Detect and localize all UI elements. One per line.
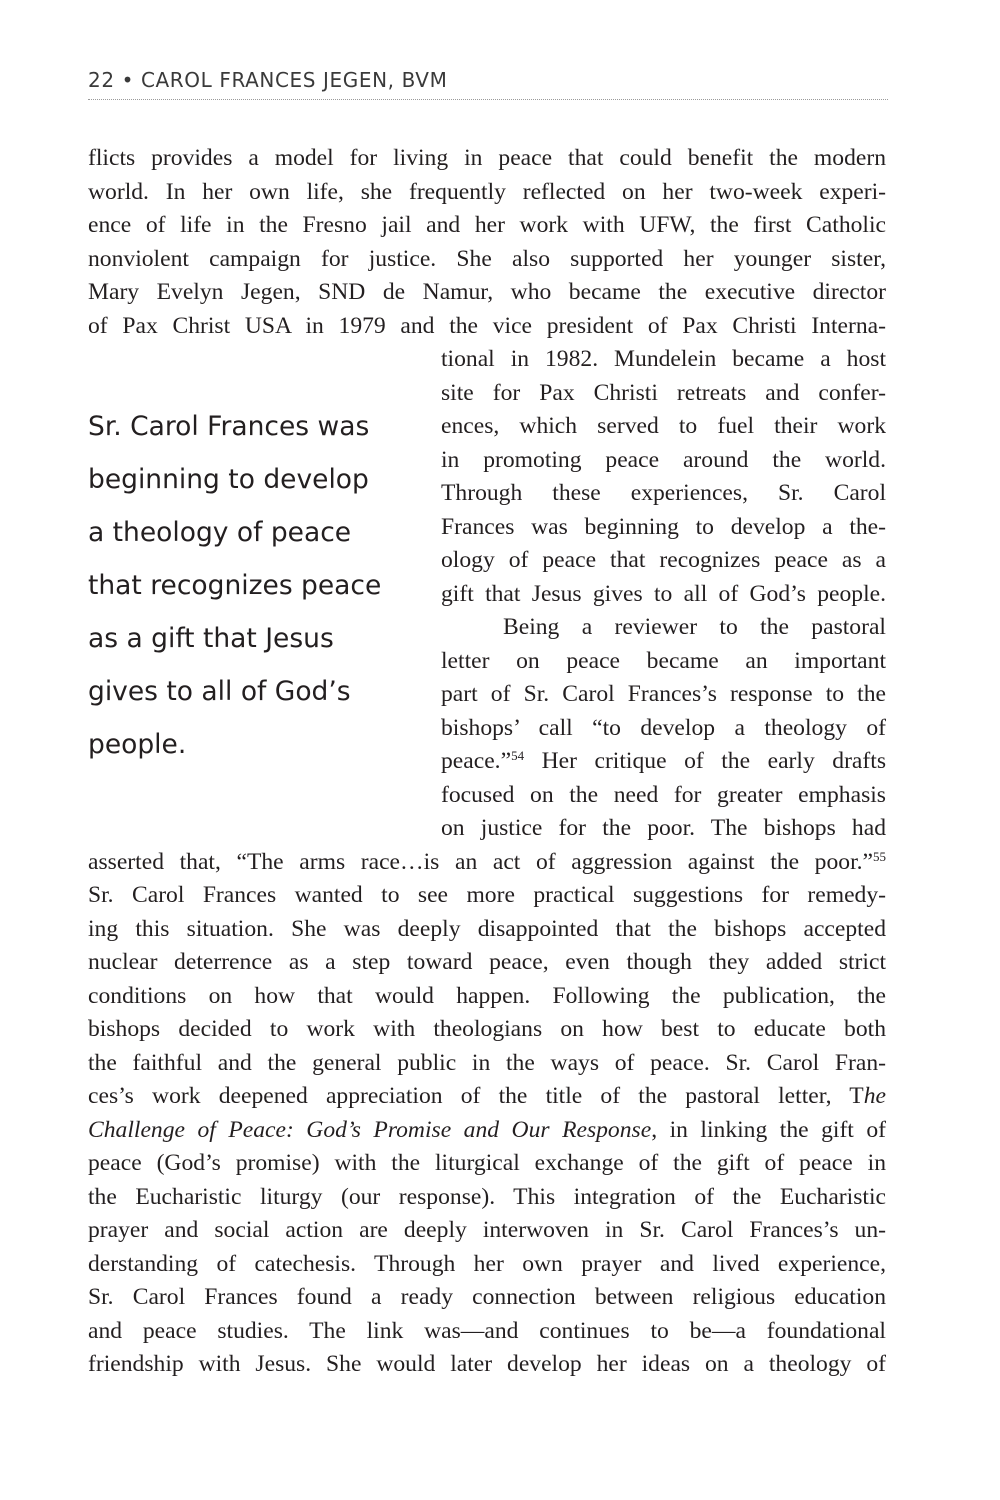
text-run: peace.” [441, 748, 512, 774]
pull-quote-line: as a gift that Jesus [88, 623, 334, 654]
body-line: ences, which served to fuel their work [441, 413, 886, 439]
body-line [88, 846, 886, 879]
text-run: asserted that, “The arms race…is an act of aggression against the poor.” [88, 848, 873, 875]
body-line: peace (God’s promise) with the liturgical exchange of the gift of peace in [88, 1150, 886, 1176]
body-line: in promoting peace around the world. [441, 446, 886, 473]
body-line [441, 745, 886, 778]
body-line: conditions on how that would happen. Following the publication, the [88, 982, 886, 1009]
body-line: and peace studies. The link was—and continues to be—a foundational [88, 1317, 886, 1344]
body-line: Sr. Carol Frances wanted to see more practical suggestions for remedy- [88, 882, 886, 908]
body-line: ing this situation. She was deeply disappointed that the bishops accepted [88, 915, 886, 942]
body-line: bishops decided to work with theologians on how best to educate both [88, 1016, 886, 1042]
pull-quote-line: that recognizes peace [88, 570, 382, 601]
body-line: the Eucharistic liturgy (our response). This integration of the Eucharistic [88, 1183, 886, 1210]
pull-quote-line: gives to all of God’s [88, 676, 351, 707]
text-run: ces’s work deepened appreciation of the title of the pastoral letter, T [88, 1083, 864, 1109]
body-line: friendship with Jesus. She would later develop her ideas on a theology of [88, 1351, 886, 1377]
body-line: nonviolent campaign for justice. She also supported her younger sister, [88, 245, 886, 272]
body-line: of Pax Christ USA in 1979 and the vice president of Pax Christi Interna- [88, 312, 886, 339]
text-run: Her critique of the early drafts [524, 748, 886, 774]
body-line: part of Sr. Carol Frances’s response to the [441, 681, 886, 707]
body-line: flicts provides a model for living in peace that could benefit the modern [88, 145, 886, 171]
body-line: ology of peace that recognizes peace as a [441, 547, 886, 573]
body-line: tional in 1982. Mundelein became a host [441, 346, 886, 372]
body-line: on justice for the poor. The bishops had [441, 815, 886, 841]
body-line: Sr. Carol Frances found a ready connection between religious education [88, 1284, 886, 1310]
body-line: bishops’ call “to develop a theology of [441, 714, 886, 741]
running-head: 22 • CAROL FRANCES JEGEN, BVM [88, 68, 448, 92]
body-line: the faithful and the general public in the ways of peace. Sr. Carol Fran- [88, 1049, 886, 1076]
body-line: Through these experiences, Sr. Carol [441, 480, 886, 506]
body-line: derstanding of catechesis. Through her own prayer and lived experience, [88, 1250, 886, 1277]
body-line [88, 1114, 886, 1147]
pull-quote-line: beginning to develop [88, 464, 369, 495]
text-run: , in linking the gift of [651, 1116, 886, 1143]
pull-quote-line: a theology of peace [88, 517, 352, 548]
footnote-ref-54[interactable]: 54 [511, 748, 525, 763]
pull-quote-line: Sr. Carol Frances was [88, 411, 370, 442]
body-line: focused on the need for greater emphasis [441, 781, 886, 808]
body-line: world. In her own life, she frequently reflected on her two-week experi- [88, 178, 886, 205]
book-title-italic: he [863, 1083, 886, 1109]
body-line: Frances was beginning to develop a the- [441, 513, 886, 540]
footnote-ref-55[interactable]: 55 [873, 848, 886, 864]
body-line: Being a reviewer to the pastoral [503, 614, 886, 640]
book-title-italic: Challenge of Peace: God’s Promise and Our Response [88, 1116, 652, 1143]
body-line: Mary Evelyn Jegen, SND de Namur, who became the executive director [88, 279, 886, 305]
body-line: site for Pax Christi retreats and confer- [441, 379, 886, 406]
body-line [88, 1080, 886, 1113]
body-line: gift that Jesus gives to all of God’s people. [441, 580, 886, 607]
body-line: letter on peace became an important [441, 647, 886, 674]
body-line: ence of life in the Fresno jail and her work with UFW, the first Catholic [88, 212, 886, 238]
pull-quote-line: people. [88, 729, 187, 760]
body-line: nuclear deterrence as a step toward peace, even though they added strict [88, 949, 886, 975]
body-line: prayer and social action are deeply interwoven in Sr. Carol Frances’s un- [88, 1217, 886, 1243]
